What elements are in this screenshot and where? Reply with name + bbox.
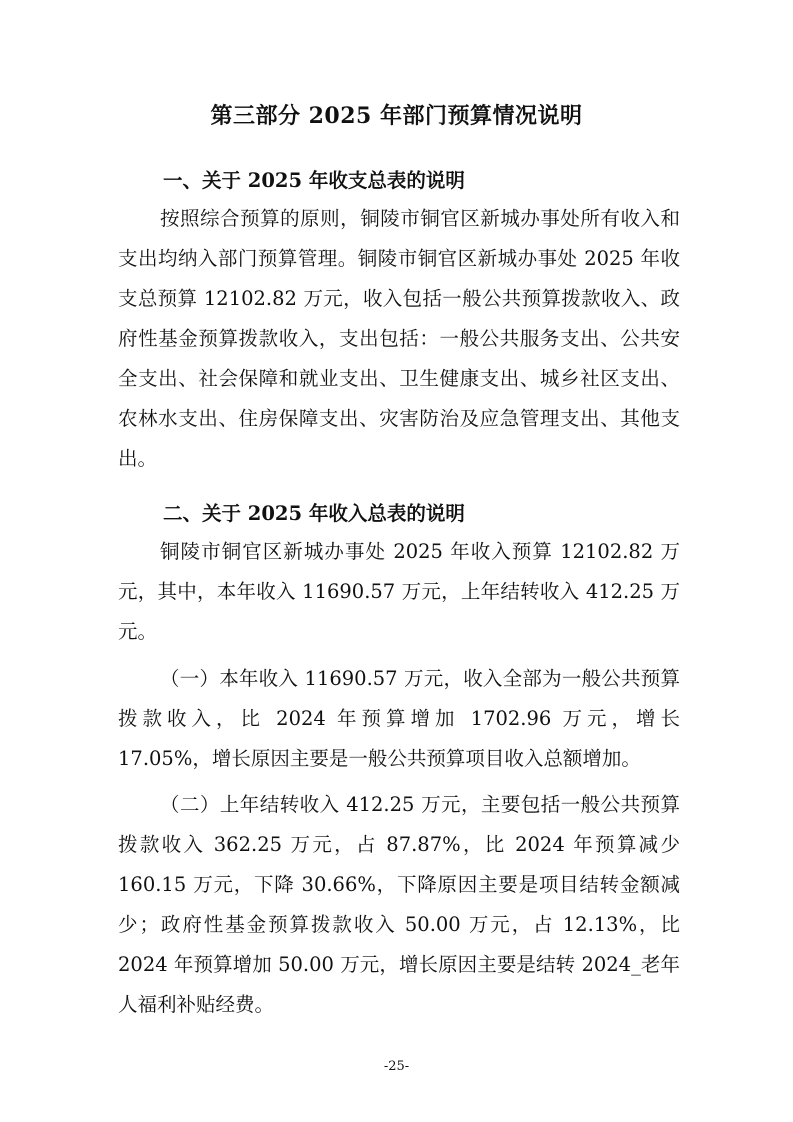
page-title: 第三部分 2025 年部门预算情况说明 [210, 103, 583, 129]
paragraph-carryover-income: （二）上年结转收入 412.25 万元，主要包括一般公共预算拨款收入 362.25 万元，占 87.87%，比 2024 年预算减少 160.15 万元，下降 30.66%，下降原因主要是项目结转金额减少；政府性基金预算拨款收入 50.00 万元，占 12.13%，比 2024 年预算增加 50.00 万元，增长原因主要是结转 2024_老年人福利补贴经费。 [118, 793, 680, 1016]
section-heading-income-expenditure: 一、关于 2025 年收支总表的说明 [163, 169, 465, 192]
paragraph-budget-overview: 按照综合预算的原则，铜陵市铜官区新城办事处所有收入和支出均纳入部门预算管理。铜陵市铜官区新城办事处 2025 年收支总预算 12102.82 万元，收入包括一般公共预算拨款收入、政府性基金预算拨款收入，支出包括：一般公共服务支出、公共安全支出、社会保障和就业支出、卫生健康支出、城乡社区支出、农林水支出、住房保障支出、灾害防治及应急管理支出、其他支出。 [118, 207, 680, 470]
section-heading-income: 二、关于 2025 年收入总表的说明 [163, 502, 465, 525]
paragraph-income-summary: 铜陵市铜官区新城办事处 2025 年收入预算 12102.82 万元，其中，本年收入 11690.57 万元，上年结转收入 412.25 万元。 [118, 540, 680, 643]
paragraph-current-year-income: （一）本年收入 11690.57 万元，收入全部为一般公共预算拨款收入，比 2024 年预算增加 1702.96 万元，增长 17.05%，增长原因主要是一般公共预算项目收入总额增加。 [118, 667, 680, 770]
page-number: -25- [383, 1059, 410, 1074]
